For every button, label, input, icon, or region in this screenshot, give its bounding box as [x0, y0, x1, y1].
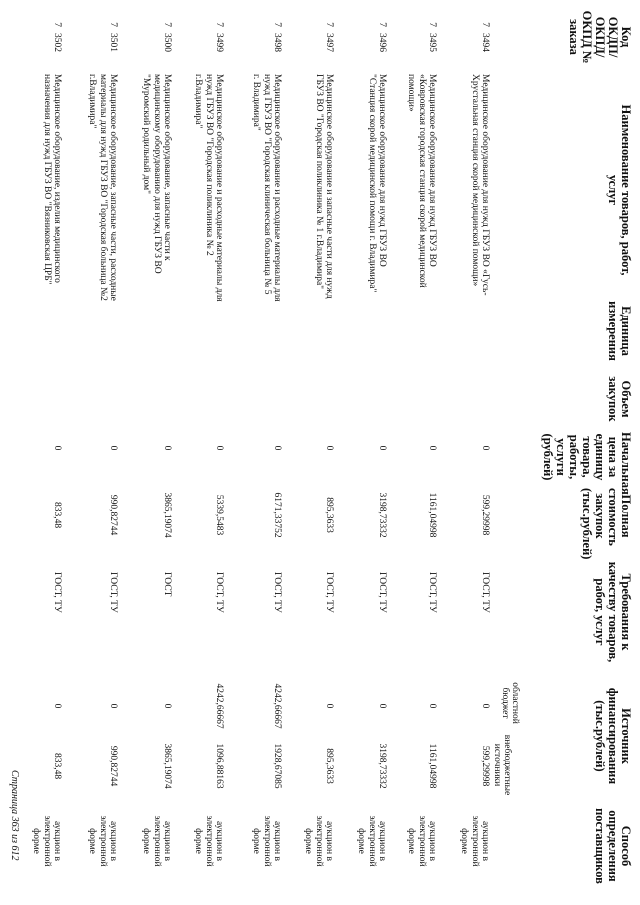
page-footer: Страница 363 из 612: [9, 770, 20, 861]
cell-code: 73496: [377, 22, 387, 52]
cell-name: Медицинское оборудование для нужд ГБУЗ ВО «Гусь-Хрустальная станция скорой медицинской помощи»: [469, 74, 490, 296]
cell-name: Медицинское оборудование, изделия медицинского назначения для нужд ГБУЗ ВО "Вязниковская ЦРБ": [41, 74, 62, 285]
cell-supplier-method: аукцион в электронной форме: [31, 815, 62, 867]
cell-requirements: ГОСТ, ТУ: [377, 572, 387, 613]
cell-code: 73495: [427, 22, 437, 52]
cell-supplier-method: аукцион в электронной форме: [87, 815, 118, 867]
cell-supplier-method: аукцион в электронной форме: [251, 815, 282, 867]
header-total: Полная стоимость закупок (тыс.рублей): [580, 488, 633, 560]
cell-requirements: ГОСТ, ТУ: [480, 572, 490, 613]
cell-total-cost: 3865,19074: [162, 492, 172, 538]
cell-total-cost: 5339,5483: [214, 494, 224, 536]
header-supplier-method: Способ определения поставщиков: [593, 808, 633, 884]
cell-offbudget: 1928,67085: [272, 743, 282, 789]
cell-requirements: ГОСТ, ТУ: [427, 572, 437, 613]
table-row: [72, 0, 118, 905]
cell-name: Медицинское оборудование для нужд ГБУЗ ВО «Ковровская городская станция скорой медицинской помощи»: [406, 74, 437, 288]
cell-supplier-method: аукцион в электронной форме: [406, 815, 437, 867]
table-row: [16, 0, 62, 905]
cell-offbudget: 1096,88163: [214, 743, 224, 789]
cell-unit-price: 0: [324, 445, 334, 451]
cell-regional-budget: 0: [162, 703, 172, 709]
cell-regional-budget: 4242,66667: [214, 683, 224, 729]
header-okpd: Код ОКДП/ ОКПД/ ОКПД № заказа: [567, 10, 633, 64]
cell-name: Медицинское оборудование для нужд ГБУЗ ВО "Станция скорой медицинской помощи г. Владимира": [366, 74, 387, 293]
table-row: [444, 0, 490, 905]
cell-offbudget: 895,3633: [324, 748, 334, 784]
cell-supplier-method: аукцион в электронной форме: [356, 815, 387, 867]
cell-code: 73499: [214, 22, 224, 52]
cell-total-cost: 599,29998: [480, 494, 490, 536]
cell-total-cost: 3198,73332: [377, 492, 387, 538]
header-finance: Источник финансирования (тыс.рублей): [593, 687, 633, 785]
header-volume: Объем закупок: [606, 376, 633, 422]
cell-name: Медицинское оборудование и расходные материалы для нужд ГБУЗ ВО "Городская клиническая больница № 5 г. Владимира": [251, 74, 282, 302]
table-row: [126, 0, 172, 905]
cell-unit-price: 0: [427, 445, 437, 451]
cell-code: 73501: [108, 22, 118, 52]
cell-code: 73498: [272, 22, 282, 52]
cell-regional-budget: 0: [52, 703, 62, 709]
cell-unit-price: 0: [52, 445, 62, 451]
cell-offbudget: 1161,04998: [427, 743, 437, 789]
cell-requirements: ГОСТ, ТУ: [324, 572, 334, 613]
cell-total-cost: 990,82744: [108, 494, 118, 536]
cell-code: 73494: [480, 22, 490, 52]
cell-total-cost: 833,48: [52, 501, 62, 529]
cell-total-cost: 895,3633: [324, 497, 334, 533]
table-row: [391, 0, 437, 905]
cell-code: 73500: [162, 22, 172, 52]
cell-name: Медицинское оборудование и расходные материалы для нужд ГБУЗ ВО "Городская поликлиника № 2 г.Владимира": [193, 74, 224, 302]
header-price: Начальная цена за единицу товара, работы, услуги (рублей): [541, 432, 633, 495]
cell-regional-budget: 0: [427, 703, 437, 709]
cell-requirements: ГОСТ, ТУ: [108, 572, 118, 613]
cell-offbudget: 833,48: [52, 752, 62, 780]
cell-offbudget: 599,29998: [480, 745, 490, 787]
cell-total-cost: 6171,33752: [272, 492, 282, 538]
table-row: [236, 0, 282, 905]
cell-regional-budget: 0: [480, 703, 490, 709]
table-row: [178, 0, 224, 905]
cell-code: 73502: [52, 22, 62, 52]
cell-offbudget: 3198,73332: [377, 743, 387, 789]
cell-unit-price: 0: [480, 445, 490, 451]
cell-code: 73497: [324, 22, 334, 52]
cell-name: Медицинское оборудование и запасные части для нужд ГБУЗ ВО "Городская поликлиника № 1 г.Владимира": [313, 74, 334, 299]
header-finance-offbudget: внебюджетные источники: [492, 734, 512, 796]
cell-regional-budget: 4242,66667: [272, 683, 282, 729]
table-row: [341, 0, 387, 905]
cell-unit-price: 0: [272, 445, 282, 451]
cell-requirements: ГОСТ, ТУ: [52, 572, 62, 613]
cell-supplier-method: аукцион в электронной форме: [303, 815, 334, 867]
header-unit: Единица измерения: [606, 301, 633, 361]
header-requirements: Требования к качеству товаров, работ, услуг: [593, 561, 633, 663]
cell-total-cost: 1161,04998: [427, 492, 437, 538]
cell-requirements: ГОСТ, ТУ: [214, 572, 224, 613]
header-name: Наименование товаров, работ, услуг: [606, 104, 633, 276]
cell-unit-price: 0: [108, 445, 118, 451]
header-finance-regional: областной бюджет: [500, 682, 520, 724]
cell-requirements: ГОСТ: [162, 572, 172, 597]
cell-offbudget: 990,82744: [108, 745, 118, 787]
table-row: [288, 0, 334, 905]
cell-regional-budget: 0: [108, 703, 118, 709]
cell-unit-price: 0: [162, 445, 172, 451]
cell-unit-price: 0: [377, 445, 387, 451]
cell-supplier-method: аукцион в электронной форме: [193, 815, 224, 867]
cell-requirements: ГОСТ, ТУ: [272, 572, 282, 613]
cell-regional-budget: 0: [324, 703, 334, 709]
cell-name: Медицинское оборудование, запасные части к медицинскому оборудованию для нужд ГБУЗ ВО "Муромский родильный дом": [141, 74, 172, 274]
cell-unit-price: 0: [214, 445, 224, 451]
cell-regional-budget: 0: [377, 703, 387, 709]
cell-offbudget: 3865,19074: [162, 743, 172, 789]
cell-supplier-method: аукцион в электронной форме: [141, 815, 172, 867]
cell-name: Медицинское оборудование, запасные части, расходные материалы для нужд ГБУЗ ВО "Городская больница №2 г.Владимира": [87, 74, 118, 301]
cell-supplier-method: аукцион в электронной форме: [459, 815, 490, 867]
